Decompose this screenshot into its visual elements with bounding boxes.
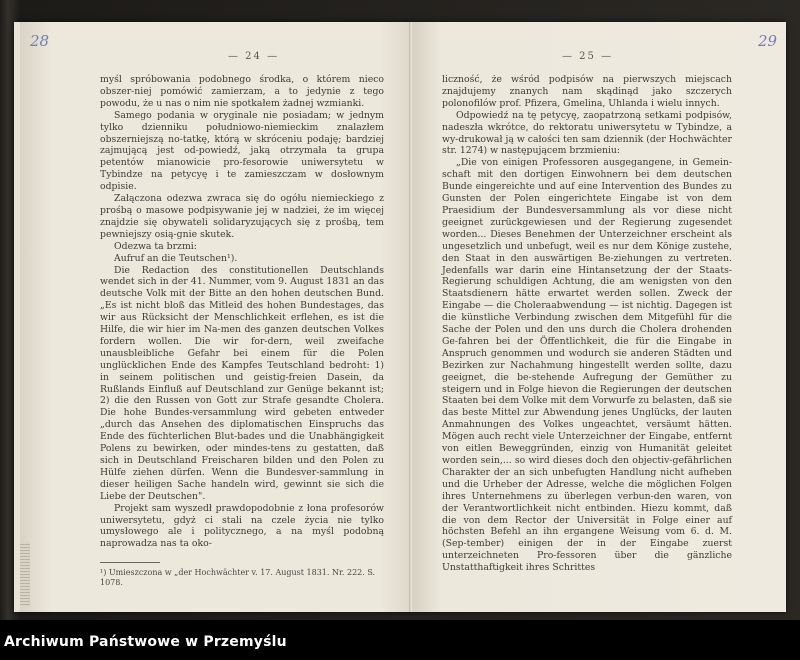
right-page-text xyxy=(442,74,732,574)
page-edges xyxy=(20,542,30,607)
paragraph: Załączona odezwa zwraca się do ogółu niemieckiego z prośbą o masowe podpisywanie jej w nadziei, że im więcej znajdzie się obywateli solidaryzujących się z prośbą, tem pewniejszy osią-gnie skutek. xyxy=(100,193,384,240)
paragraph: Die Redaction des constitutionellen Deutschlands wendet sich in der 41. Nummer, vom 9. August 1831 an das deutsche Volk mit der Bitte an den hohen deutschen Bund. „Es ist nicht bloß das Mitleid des hohen Bundestages, das wir aus Rücksicht der Menschlichkeit erflehen, es ist die Hilfe, die wir hier im Na-men des ganzen deutschen Volkes fordern wollen. Die wir for-dern, weil zweifache unausbleibliche Gefahr bei einem für die Polen unglücklichen Ende des Kampfes Teutschland bedroht: 1) in seinem politischen und geistig-freien Dasein, da Rußlands Einfluß auf Deutschland zur Genüge bekannt ist; 2) die den Russen von Gott zur Strafe gesandte Cholera. Die hohe Bundes-versammlung wird gebeten entweder „durch das Ansehen des diplomatischen Einspruchs das Ende des füchterlichen Blut-bades und die Unabhängigkeit Polens zu bewirken, oder mindes-tens zu gestatten, daß sich in Deutschland Freischaren bilden und den Polen zu Hülfe ziehen dürfen. Wenn die Bundesver-sammlung in dieser heiligen Sache handeln wird, gewinnt sie sich die Liebe der Deutschen". xyxy=(100,264,384,502)
paragraph: Odezwa ta brzmi: xyxy=(114,240,197,252)
archive-name: Archiwum Państwowe w Przemyślu xyxy=(4,634,287,650)
paragraph: Projekt sam wyszedł prawdopodobnie z łona profesorów uniwersytetu, gdyż ci stali na czele życia nie tylko umysłowego ale i politycznego, a na myśl podobną naprowadza nas ta oko- xyxy=(100,502,384,550)
page-number-right: — 25 — xyxy=(562,51,614,62)
paragraph: myśl spróbowania podobnego środka, o którem nieco obszer-niej pomówić zamierzam, a to jedynie z tego powodu, że u nas o nim nie spotkałem żadnej wzmianki. xyxy=(100,74,384,109)
page-number-left: — 24 — xyxy=(228,51,280,62)
footnote: ¹) Umieszczona w „der Hochwächter v. 17. August 1831. Nr. 222. S. 1078. xyxy=(100,568,376,587)
left-page xyxy=(20,22,412,612)
left-page-text xyxy=(100,74,384,550)
paragraph: Aufruf an die Teutschen¹). xyxy=(114,252,238,264)
folio-number-left: 28 xyxy=(30,32,50,50)
folio-number-right: 29 xyxy=(758,32,778,50)
footnote-rule xyxy=(100,562,160,563)
paragraph: „Die von einigen Professoren ausgegangene, in Gemein-schaft mit den dortigen Einwohnern bei dem deutschen Bunde eingereichte und auf eine Intervention des Bundes zu Gunsten der Polen eingerichtete Eingabe ist von dem Praesidium der Bundesversammlung als vor diese nicht geeignet zurückgewiesen und der Regierung zugesendet worden... Dieses Benehmen der Unterzeichner erscheint als ungesetzlich und unbefugt, weil es nur dem Könige zustehe, den Staat in den auswärtigen Be-ziehungen zu vertreten. Jedenfalls war darin eine Hintansetzung der der Staats-Regierung schuldigen Achtung, die am wenigsten von den Staatsdienern hätte erwartet werden sollen. Zweck der Eingabe — die Choleraabwendung — ist nichtig. Dagegen ist die künstliche Verbindung zwischen dem Mitgefühl für die Sache der Polen und den uns durch die Cholera drohenden Ge-fahren bei der Öffentlichkeit, die für die Eingabe in Anspruch genommen und wodurch sie anderen Städten und Bezirken zur Nachahmung hingestellt werden sollte, dazu geeignet, die be-stehende Aufregung der Gemüther zu steigern und in Folge hievon die Regierungen der deutschen Staaten bei dem Volke mit dem Vorwurfe zu belasten, daß sie das beste Mittel zur Abwendung jenes Unglücks, der lauten Anmahnungen des Volkes ungeachtet, versäumt hätten. Mögen auch recht viele Unterzeichner der Eingabe, entfernt von eitlen Beweggründen, einzig von Humanität geleitet worden sein,... so wird dieses doch den objectiv-gefährlichen Charakter der an sich unbefugten Handlung nicht aufheben und die Urheber der Adresse, welche die möglichen Folgen ihres Unternehmens zu überlegen verbun-den waren, von der Verantwortlichkeit nicht entbinden. Hiezu kommt, daß die von dem Rector der Universität in Folge einer auf höchsten Befehl an ihn ergangene Weisung vom 6. d. M. (Sep-tember) einigen der in der Eingabe zuerst unterzeichneten Pro-fessoren über die gänzliche Unstatthaftigkeit ihres Schrittes xyxy=(442,157,733,574)
paragraph: Odpowiedź na tę petycyę, zaopatrzoną setkami podpisów, nadeszła wkrótce, do rektoratu uniwersytetu w Tybindze, a wy-drukował ją w całości ten sam dziennik (der Hochwächter str. 1274) w następującem brzmieniu: xyxy=(442,109,732,157)
archive-footer xyxy=(0,620,800,660)
paragraph: Samego podania w oryginale nie posiadam; w jednym tylko dzienniku południowo-niemieckim znalazłem obszerniejszą no-tatkę, którą w skróceniu podaję; bardziej zajmującą jest od-powiedź, jaką otrzymała ta grupa petentów mianowicie pro-fesorowie uniwersytetu w Tybindze na petycyę i te zamieszczam w dosłownym odpisie. xyxy=(100,109,384,193)
right-page xyxy=(412,22,786,612)
paragraph: liczność, że wśród podpisów na pierwszych miejscach znajdujemy znanych nam skądinąd jako szczerych polonofilów prof. Pfizera, Gmelina, Uhlanda i wielu innych. xyxy=(442,74,732,109)
open-book xyxy=(14,22,786,612)
